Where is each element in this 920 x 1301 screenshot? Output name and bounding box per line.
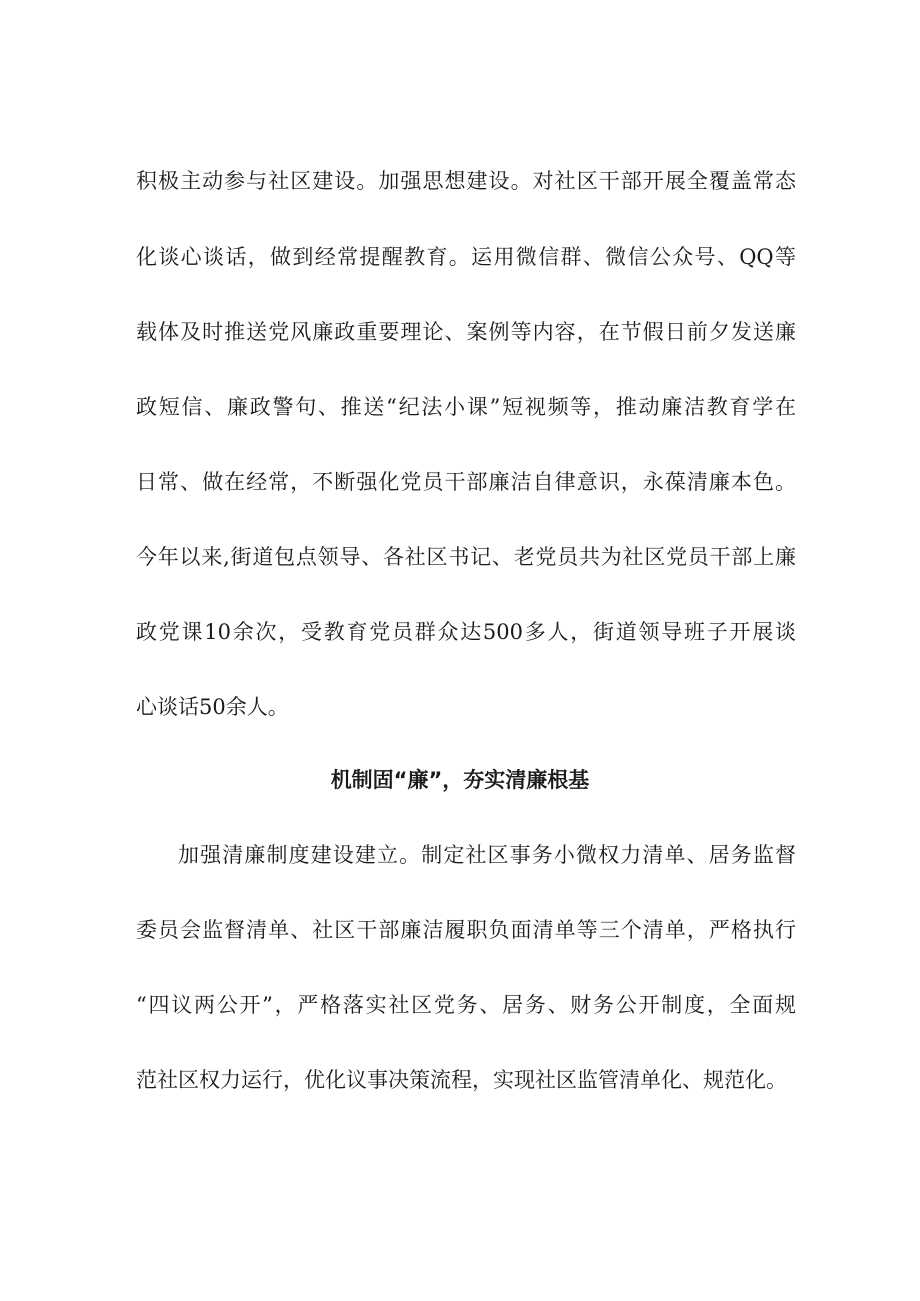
paragraph-1-line-2: 化谈心谈话，做到经常提醒教育。运用微信群、微信公众号、QQ等 — [136, 245, 796, 269]
paragraph-1-line-7: 政党课10余次，受教育党员群众达500多人，街道领导班子开展谈 — [136, 620, 796, 644]
paragraph-2-line-1: 加强清廉制度建设建立。制定社区事务小微权力清单、居务监督 — [178, 843, 796, 867]
paragraph-2-line-3: “四议两公开”，严格落实社区党务、居务、财务公开制度，全面规 — [136, 993, 796, 1017]
paragraph-1-line-5: 日常、做在经常，不断强化党员干部廉洁自律意识，永葆清廉本色。 — [136, 470, 796, 494]
section-heading: 机制固“廉”，夯实清廉根基 — [330, 768, 590, 792]
paragraph-1-line-4: 政短信、廉政警句、推送“纪法小课”短视频等，推动廉洁教育学在 — [136, 395, 796, 419]
paragraph-1-line-8: 心谈话50余人。 — [136, 695, 289, 719]
paragraph-2-line-4: 范社区权力运行，优化议事决策流程，实现社区监管清单化、规范化。 — [136, 1068, 787, 1092]
paragraph-1-line-3: 载体及时推送党风廉政重要理论、案例等内容，在节假日前夕发送廉 — [136, 320, 796, 344]
paragraph-1-line-1: 积极主动参与社区建设。加强思想建设。对社区干部开展全覆盖常态 — [136, 169, 796, 193]
paragraph-2-line-2: 委员会监督清单、社区干部廉洁履职负面清单等三个清单，严格执行 — [136, 918, 796, 942]
paragraph-1-line-6: 今年以来,街道包点领导、各社区书记、老党员共为社区党员干部上廉 — [136, 545, 796, 569]
